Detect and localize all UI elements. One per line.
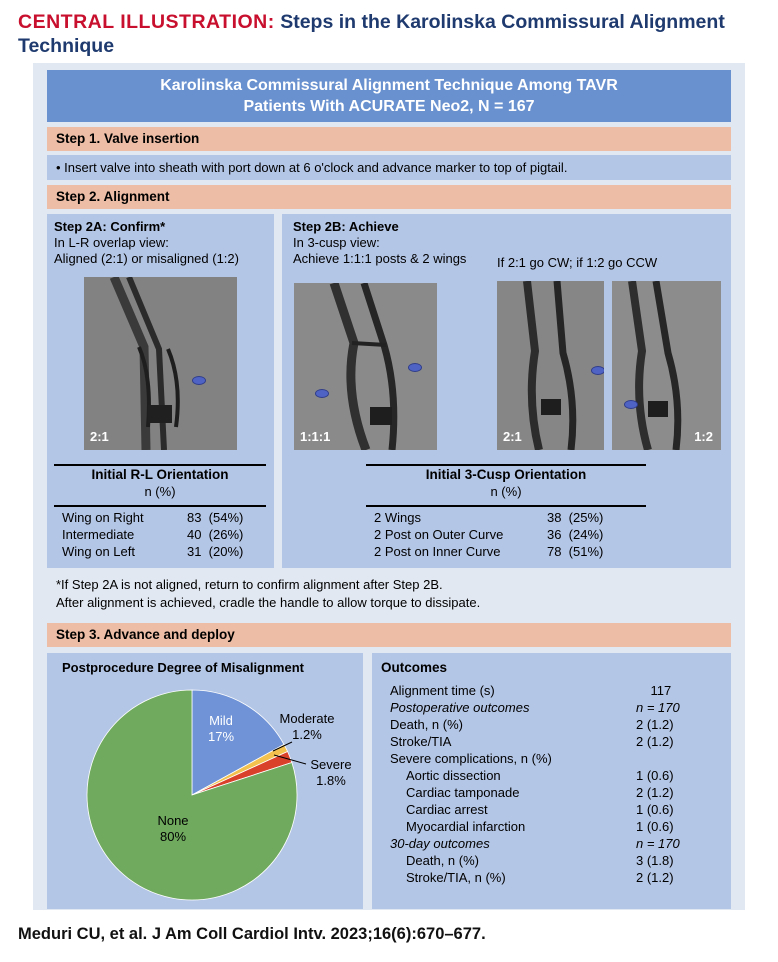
outcome-label: Cardiac tamponade <box>406 785 520 800</box>
table-row <box>390 818 720 835</box>
cusp-table-subtitle: n (%) <box>490 484 522 499</box>
image-label-21: 2:1 <box>503 429 522 444</box>
pie-label-severe-name: Severe <box>310 757 352 772</box>
row-label: Wing on Right <box>62 510 144 525</box>
pie-label-mild-name: Mild <box>209 713 233 728</box>
fluoroscopy-image-12 <box>612 281 721 450</box>
step2a-title: Step 2A: Confirm* <box>54 219 166 234</box>
alignment-note <box>47 576 731 612</box>
outcome-label: Aortic dissection <box>406 768 501 783</box>
table-row <box>62 526 262 543</box>
fluoroscopy-image-21 <box>497 281 604 450</box>
outcome-value: 2 (1.2) <box>636 785 674 800</box>
outcomes-title: Outcomes <box>381 660 448 675</box>
table-row <box>374 509 644 526</box>
outcome-value: 2 (1.2) <box>636 717 674 732</box>
pie-label-mild <box>198 713 244 745</box>
pie-label-moderate-value: 1.2% <box>292 727 322 742</box>
outcome-value: 1 (0.6) <box>636 768 674 783</box>
outcome-value: 2 (1.2) <box>636 734 674 749</box>
step2b-heading <box>293 219 466 267</box>
row-label: 2 Post on Outer Curve <box>374 527 504 542</box>
table-row <box>374 543 644 560</box>
row-label: 2 Wings <box>374 510 421 525</box>
table-row <box>390 699 720 716</box>
table-row <box>390 716 720 733</box>
table-row <box>390 733 720 750</box>
table-row <box>62 543 262 560</box>
table-rule <box>366 505 646 507</box>
pie-label-moderate <box>272 711 342 743</box>
pie-label-moderate-name: Moderate <box>279 711 335 726</box>
outcome-value: 1 (0.6) <box>636 802 674 817</box>
step2b-hint: If 2:1 go CW; if 1:2 go CCW <box>497 255 658 270</box>
banner-line-1: Karolinska Commissural Alignment Technique Among TAVR <box>160 77 618 94</box>
row-value: 40 (26%) <box>187 527 244 542</box>
figure-title-lead: CENTRAL ILLUSTRATION: <box>18 11 275 33</box>
note-line-1: *If Step 2A is not aligned, return to confirm alignment after Step 2B. <box>56 577 443 592</box>
step2b-line2: In 3-cusp view: <box>293 235 380 250</box>
table-rule <box>54 464 266 466</box>
fluoroscopy-image-111 <box>294 283 437 450</box>
outcome-value: 1 (0.6) <box>636 819 674 834</box>
figure-title-text: Steps in the Karolinska Commissural Alignment Technique <box>18 11 725 57</box>
marker-dot <box>408 363 422 372</box>
outcome-value: n = 170 <box>636 836 680 851</box>
outcome-value: 117 <box>636 683 672 698</box>
banner-line-2: Patients With ACURATE Neo2, N = 167 <box>243 98 535 115</box>
row-value: 36 (24%) <box>547 527 604 542</box>
outcome-label: Stroke/TIA <box>390 734 452 749</box>
rl-table-subtitle: n (%) <box>144 484 176 499</box>
pie-label-none-name: None <box>157 813 189 828</box>
table-row <box>62 509 262 526</box>
marker-dot <box>591 366 604 375</box>
leader-line-moderate <box>273 742 292 751</box>
table-row <box>390 750 720 767</box>
outcome-label: Alignment time (s) <box>390 683 495 698</box>
marker-dot <box>624 400 638 409</box>
figure-title <box>18 10 768 58</box>
step2a-heading <box>54 219 239 267</box>
row-value: 31 (20%) <box>187 544 244 559</box>
pie-label-none-value: 80% <box>159 829 187 844</box>
outcome-value: 3 (1.8) <box>636 853 674 868</box>
table-row <box>374 526 644 543</box>
outcome-label: 30-day outcomes <box>390 836 490 851</box>
pie-label-none <box>148 813 198 845</box>
table-row <box>390 835 720 852</box>
step2-header: Step 2. Alignment <box>47 185 731 209</box>
outcome-label: Cardiac arrest <box>406 802 488 817</box>
outcome-label: Death, n (%) <box>390 717 463 732</box>
marker-dot <box>192 376 206 385</box>
row-value: 78 (51%) <box>547 544 604 559</box>
step2a-line3: Aligned (2:1) or misaligned (1:2) <box>54 251 239 266</box>
outcome-label: Myocardial infarction <box>406 819 526 834</box>
chart-title: Postprocedure Degree of Misalignment <box>62 660 304 675</box>
step1-header: Step 1. Valve insertion <box>47 127 731 151</box>
note-line-2: After alignment is achieved, cradle the handle to allow torque to dissipate. <box>56 595 481 610</box>
row-label: 2 Post on Inner Curve <box>374 544 501 559</box>
table-row <box>390 869 720 886</box>
row-label: Intermediate <box>62 527 135 542</box>
cusp-table-title: Initial 3-Cusp Orientation <box>425 467 587 482</box>
image-label-2a: 2:1 <box>90 429 109 444</box>
fluoroscopy-image-2a <box>84 277 237 450</box>
image-label-12: 1:2 <box>694 429 713 444</box>
pie-leader-lines <box>270 740 310 780</box>
marker-dot <box>315 389 329 398</box>
leader-line-severe <box>274 755 306 764</box>
pie-label-severe-value: 1.8% <box>316 773 346 788</box>
table-row <box>390 682 720 699</box>
table-row <box>390 801 720 818</box>
table-row <box>390 767 720 784</box>
table-row <box>390 852 720 869</box>
outcome-label: Stroke/TIA, n (%) <box>406 870 506 885</box>
row-value: 38 (25%) <box>547 510 604 525</box>
step2b-title: Step 2B: Achieve <box>293 219 399 234</box>
pie-label-severe <box>306 757 356 789</box>
step2a-line2: In L-R overlap view: <box>54 235 169 250</box>
outcome-label: Death, n (%) <box>406 853 479 868</box>
table-row <box>390 784 720 801</box>
citation: Meduri CU, et al. J Am Coll Cardiol Intv. 2023;16(6):670–677. <box>18 925 486 943</box>
row-label: Wing on Left <box>62 544 135 559</box>
pie-label-mild-value: 17% <box>207 729 235 744</box>
banner <box>47 70 731 122</box>
outcome-value: n = 170 <box>636 700 680 715</box>
outcome-label: Severe complications, n (%) <box>390 751 552 766</box>
row-value: 83 (54%) <box>187 510 244 525</box>
step3-header: Step 3. Advance and deploy <box>47 623 731 647</box>
table-rule <box>54 505 266 507</box>
rl-table-title: Initial R-L Orientation <box>91 467 229 482</box>
table-rule <box>366 464 646 466</box>
step1-text: • Insert valve into sheath with port down at 6 o'clock and advance marker to top of pigtail. <box>47 155 731 180</box>
step2b-line3: Achieve 1:1:1 posts & 2 wings <box>293 251 467 266</box>
outcome-label: Postoperative outcomes <box>390 700 530 715</box>
outcome-value: 2 (1.2) <box>636 870 674 885</box>
image-label-111: 1:1:1 <box>300 429 331 444</box>
